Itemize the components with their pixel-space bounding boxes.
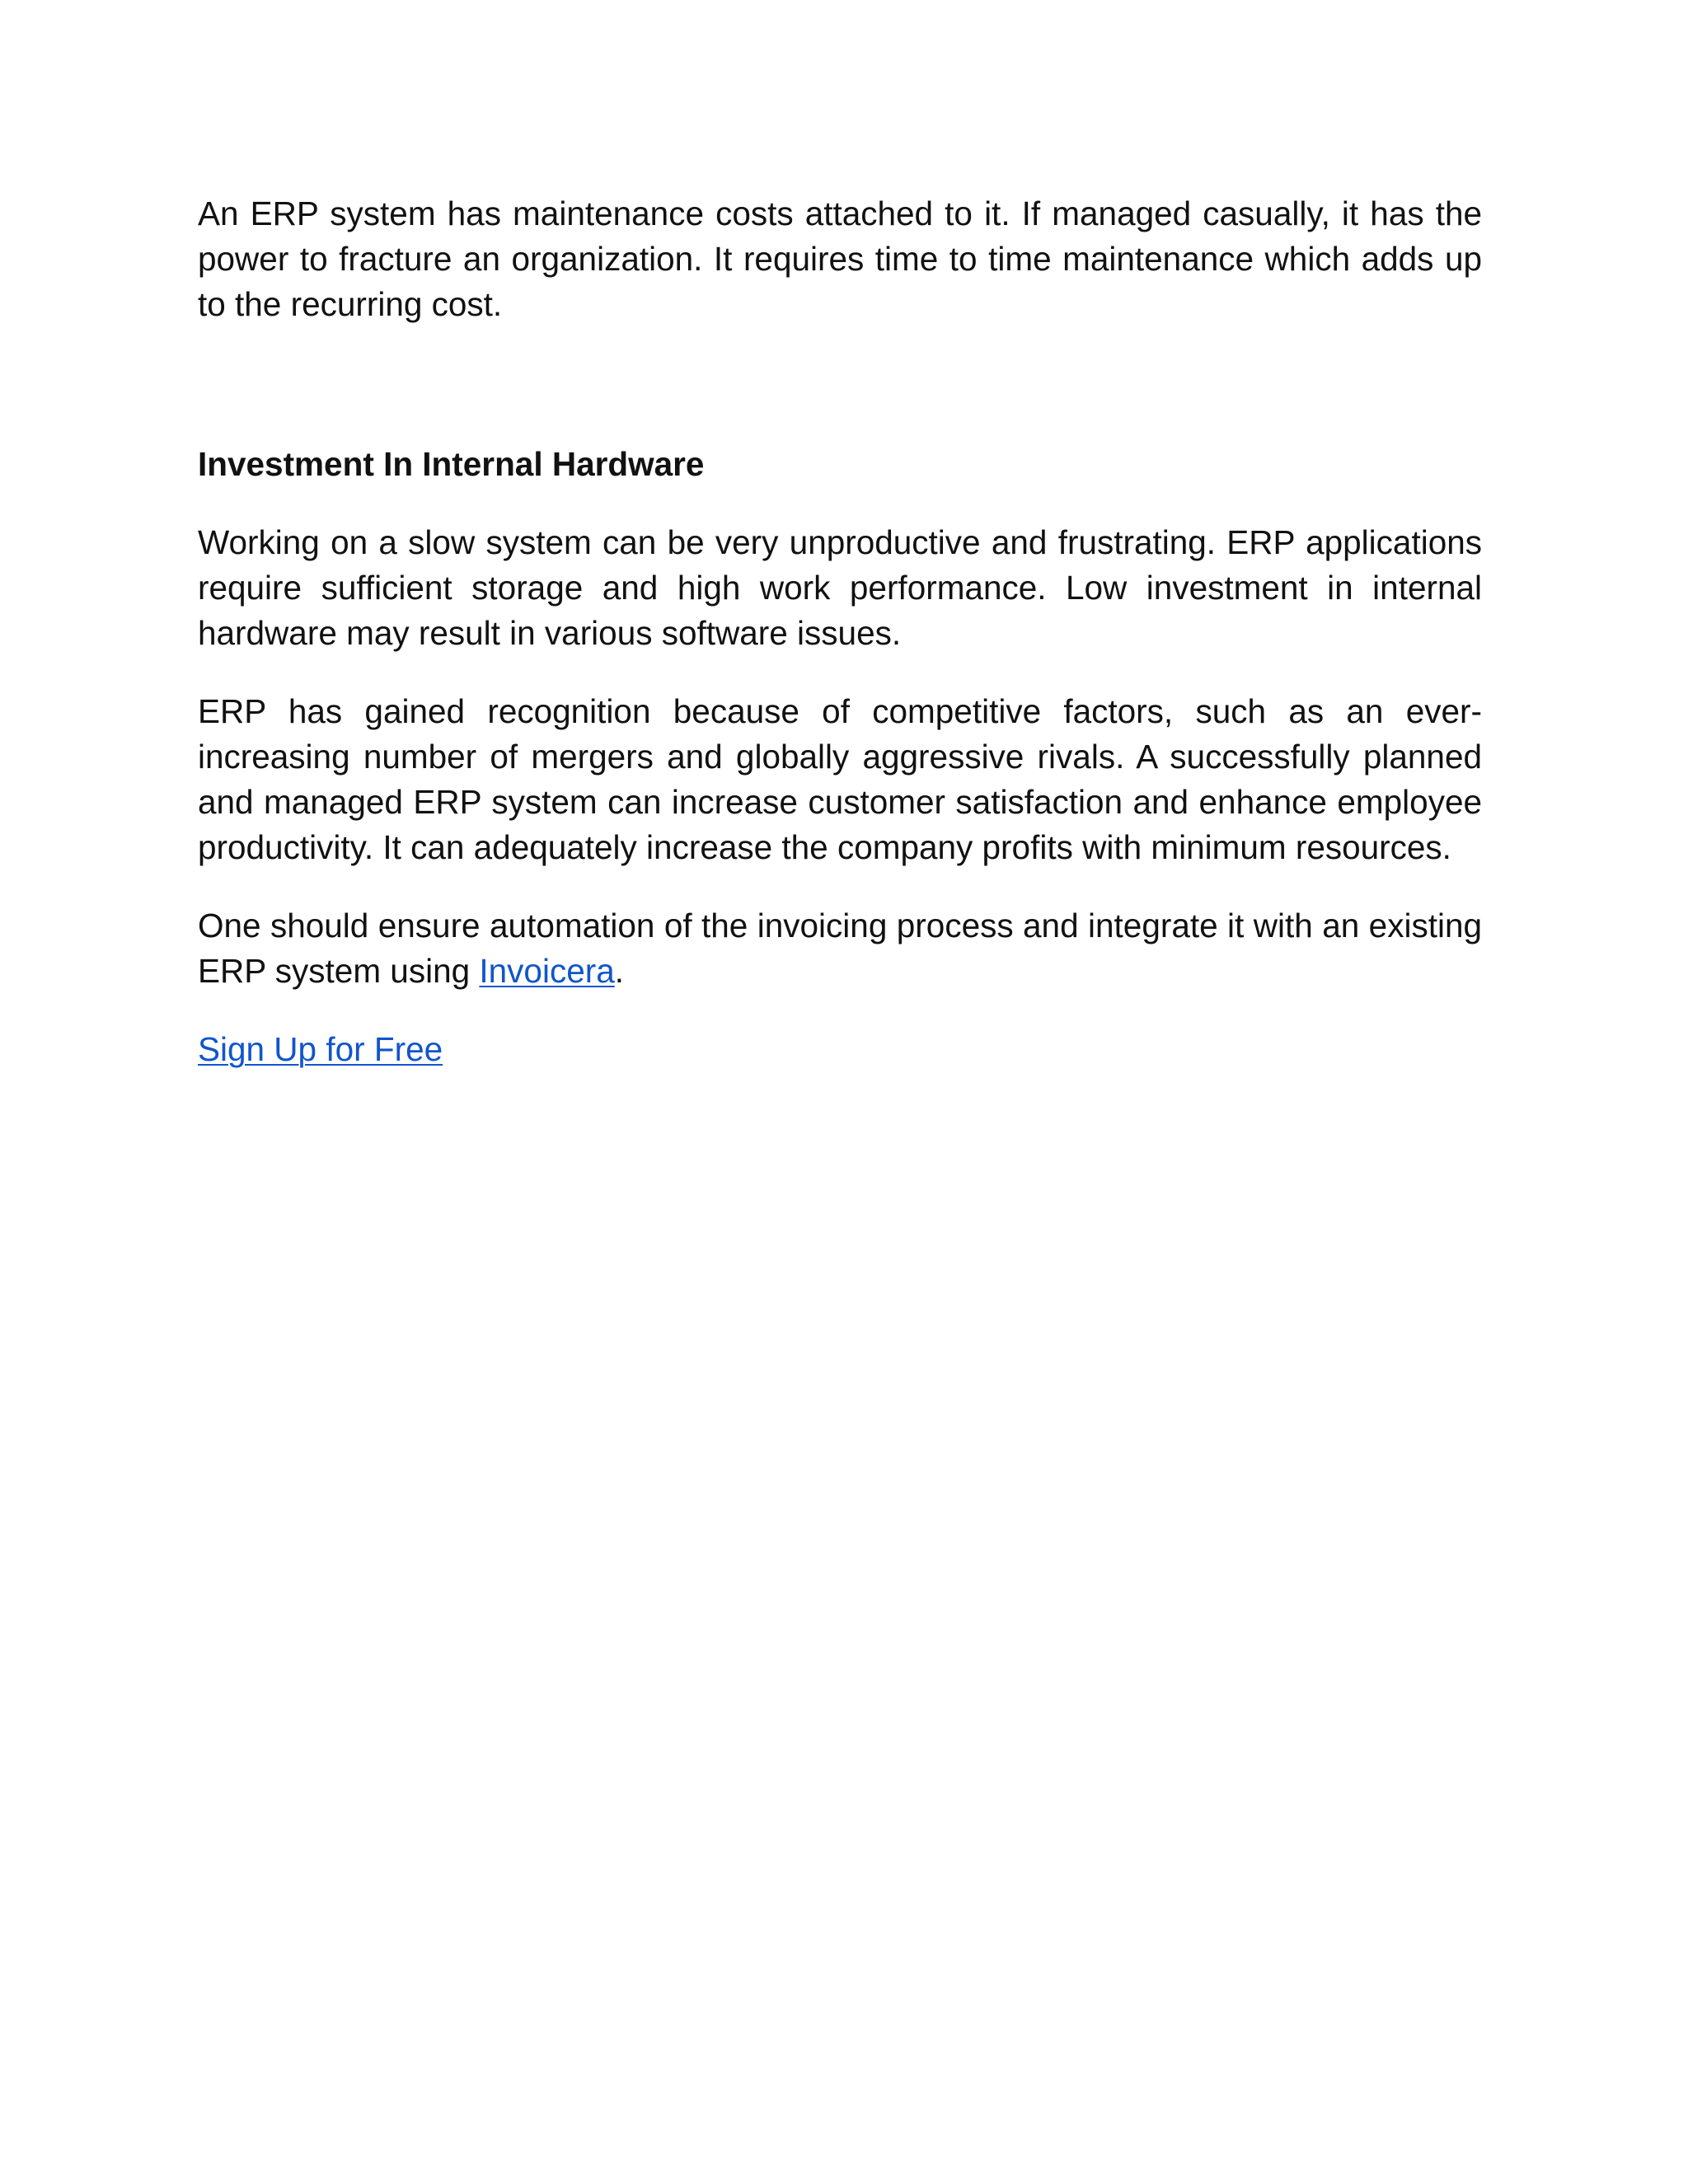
section-heading: Investment In Internal Hardware bbox=[198, 445, 705, 483]
document-body bbox=[198, 191, 1482, 1072]
cta-paragraph bbox=[198, 1027, 1482, 1072]
paragraph-recognition: ERP has gained recognition because of competitive factors, such as an ever-increasing number of mergers and globally aggressive rivals. A successfully planned and managed ERP system can increase customer satisfaction and enhance employee productivity. It can adequately increase the company profits with minimum resources. bbox=[198, 692, 1482, 866]
paragraph-automation bbox=[198, 903, 1482, 994]
spacer bbox=[198, 870, 1482, 903]
spacer bbox=[198, 487, 1482, 520]
spacer bbox=[198, 327, 1482, 442]
sign-up-link[interactable]: Sign Up for Free bbox=[198, 1030, 443, 1068]
paragraph-automation-text: One should ensure automation of the invoicing process and integrate it with an existing ERP system using bbox=[198, 907, 1482, 990]
paragraph-automation-end: . bbox=[614, 952, 624, 990]
invoicera-link[interactable]: Invoicera bbox=[479, 952, 615, 990]
intro-paragraph: An ERP system has maintenance costs attached to it. If managed casually, it has the power to fracture an organization. It requires time to time maintenance which adds up to the recurring cost. bbox=[198, 194, 1482, 323]
paragraph-hardware: Working on a slow system can be very unproductive and frustrating. ERP applications require sufficient storage and high work performance. Low investment in internal hardware may result in various software issues. bbox=[198, 523, 1482, 652]
spacer bbox=[198, 994, 1482, 1027]
spacer bbox=[198, 656, 1482, 689]
